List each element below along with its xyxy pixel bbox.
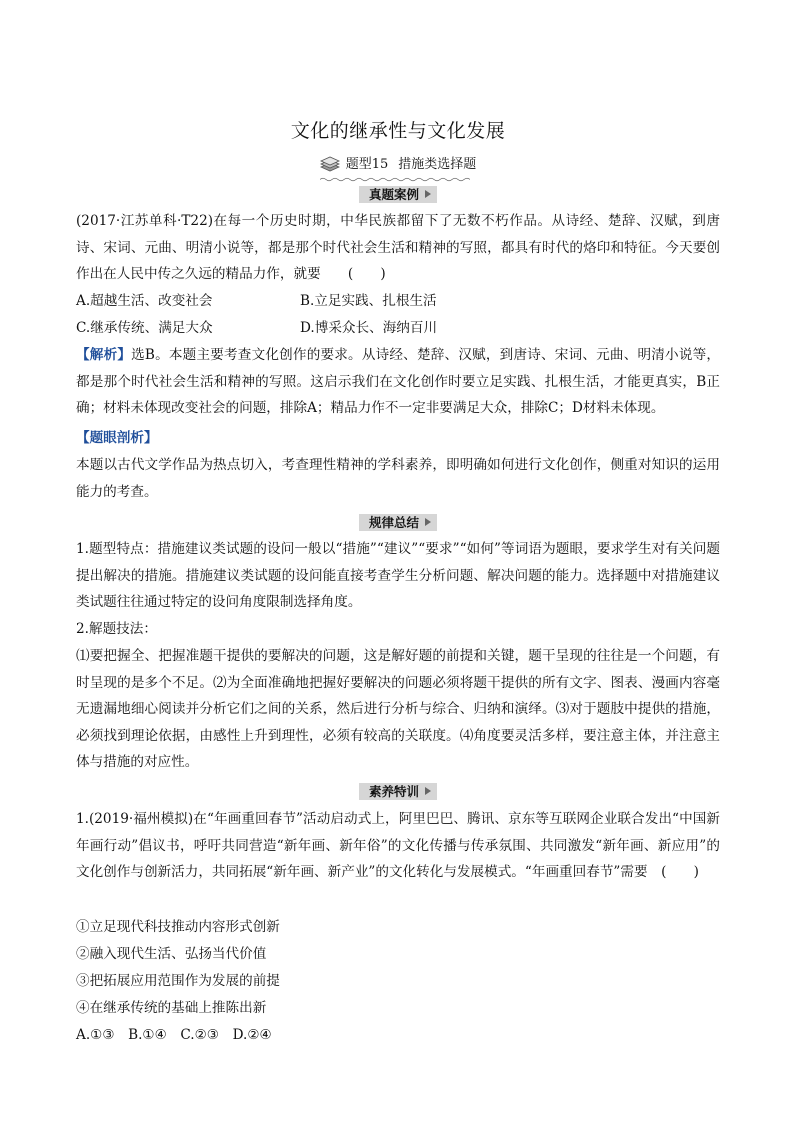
training-choices: A.①③ B.①④ C.②③ D.②④ xyxy=(76,1027,272,1043)
case-question-stem: (2017·江苏单科·T22)在每一个历史时期，中华民族都留下了无数不朽作品。从诗经、楚辞、汉赋，到唐诗、宋词、元曲、明清小说等，都是那个时代社会生活和精神的写照，都具有时代的烙印和特征。今天要创作出在人民中传之久远的精品力作，就要 ( ) xyxy=(76,213,720,282)
training-item-1: ①立足现代科技推动内容形式创新 xyxy=(76,919,280,935)
option-b: B.立足实践、扎根生活 xyxy=(300,293,437,309)
section-label-real-exam: 真题案例 xyxy=(368,187,419,202)
training-item-4: ④在继承传统的基础上推陈出新 xyxy=(76,1000,267,1016)
question-type-heading xyxy=(76,154,720,178)
document-title: 文化的继承性与文化发展 xyxy=(290,120,506,142)
section-banner-summary xyxy=(76,512,720,531)
summary-point-2-title: 2.解题技法： xyxy=(76,621,157,637)
training-question-1-stem: 1.(2019·福州模拟)在“年画重回春节”活动启动式上，阿里巴巴、腾讯、京东等互联网企业联合发出“中国新年画行动”倡议书，呼吁共同营造“新年画、新年俗”的文化传播与传承氛围、共同激发“新年画、新应用”的文化创作与创新活力，共同拓展“新年画、新产业”的文化转化与发展模式。“年画重回春节”需要 ( ) xyxy=(76,811,720,880)
training-item-2: ②融入现代生活、弘扬当代价值 xyxy=(76,946,267,962)
summary-point-1: 1.题型特点：措施建议类试题的设问一般以“措施”“建议”“要求”“如何”等词语为题眼，要求学生对有关问题提出解决的措施。措施建议类试题的设问能直接考查学生分析问题、解决问题的能力。选择题中对措施建议类试题往往通过特定的设问角度限制选择角度。 xyxy=(76,541,720,610)
section-banner-real-exam xyxy=(76,184,720,203)
option-d: D.博采众长、海纳百川 xyxy=(300,320,438,336)
arrow-right-icon xyxy=(425,190,431,198)
analysis-paragraph xyxy=(76,342,720,422)
arrow-right-icon xyxy=(425,787,431,795)
eye-label: 【题眼剖析】 xyxy=(76,430,158,446)
wavy-underline xyxy=(320,177,470,182)
option-c: C.继承传统、满足大众 xyxy=(76,320,213,336)
section-label-summary: 规律总结 xyxy=(368,515,419,530)
eye-analysis-text: 本题以古代文学作品为热点切入，考查理性精神的学科素养，即明确如何进行文化创作，侧重对知识的运用能力的考查。 xyxy=(76,457,720,500)
section-label-training: 素养特训 xyxy=(368,784,419,799)
question-type-name: 措施类选择题 xyxy=(398,157,477,172)
section-banner-training xyxy=(76,781,720,800)
analysis-text: 选B。本题主要考查文化创作的要求。从诗经、楚辞、汉赋，到唐诗、宋词、元曲、明清小说等，都是那个时代社会生活和精神的写照。这启示我们在文化创作时要立足实践、扎根生活，才能更真实，B正确；材料未体现改变社会的问题，排除A；精品力作不一定非要满足大众，排除C；D材料未体现。 xyxy=(76,347,720,416)
analysis-label: 【解析】 xyxy=(76,347,132,363)
option-a: A.超越生活、改变社会 xyxy=(76,293,213,309)
question-type-number: 题型15 xyxy=(345,157,389,172)
training-item-3: ③把拓展应用范围作为发展的前提 xyxy=(76,973,280,989)
summary-point-2-text: ⑴要把握全、把握准题干提供的要解决的问题，这是解好题的前提和关键，题干呈现的往往是一个问题，有时呈现的是多个不足。⑵为全面准确地把握好要解决的问题必须将题干提供的所有文字、图表、漫画内容毫无遗漏地细心阅读并分析它们之间的关系，然后进行分析与综合、归纳和演绎。⑶对于题肢中提供的措施，必须找到理论依据，由感性上升到理性，必须有较高的关联度。⑷角度要灵活多样，要注意主体，并注意主体与措施的对应性。 xyxy=(76,648,720,770)
arrow-right-icon xyxy=(425,518,431,526)
book-stack-icon xyxy=(320,155,340,173)
